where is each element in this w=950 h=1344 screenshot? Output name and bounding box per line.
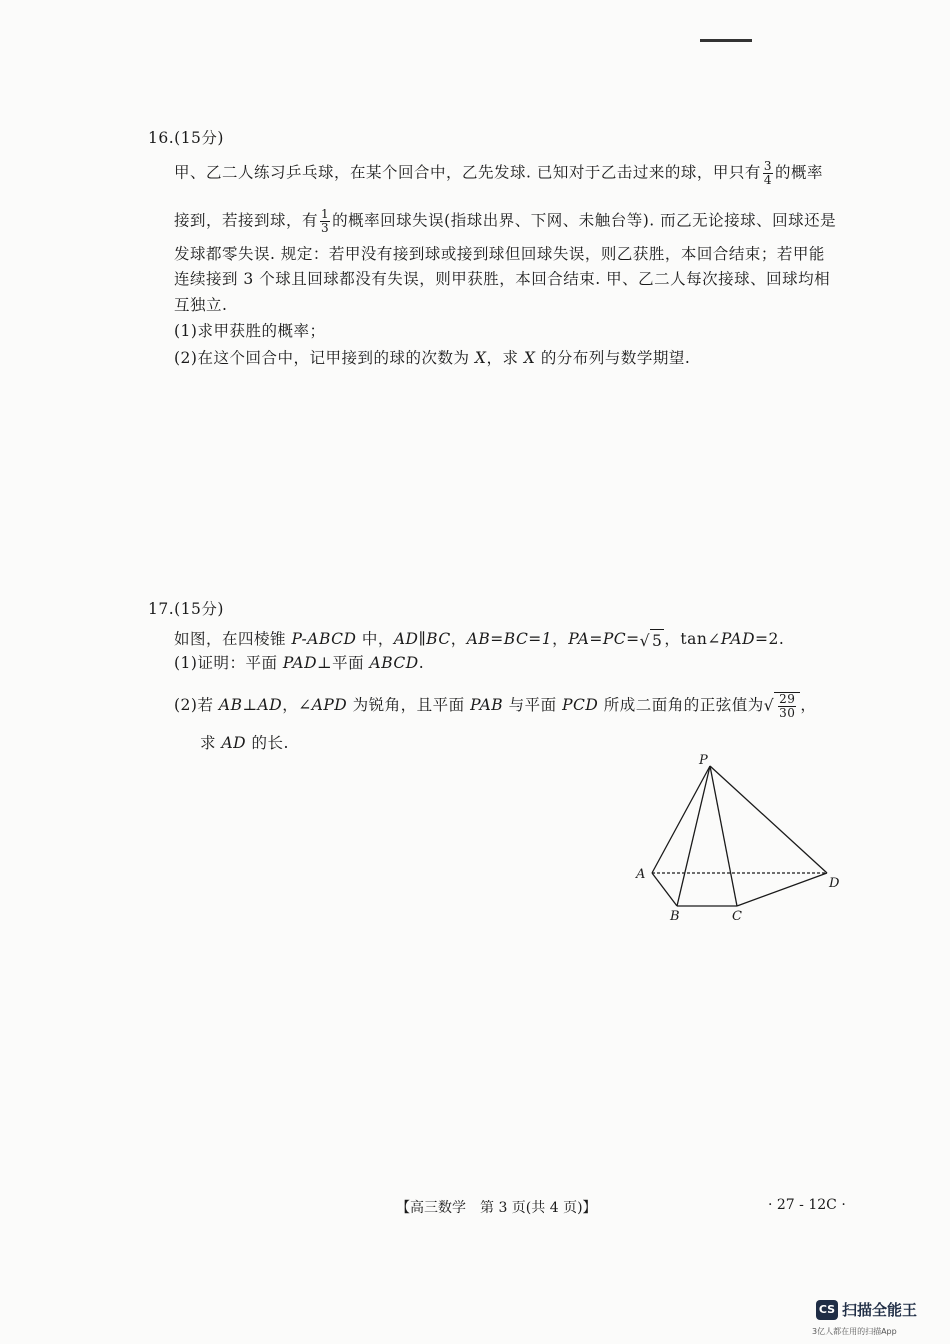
fraction-one-third: $\frac{1}{3}$ (321, 207, 330, 235)
scanner-watermark (816, 1299, 917, 1320)
question-17-number: 17.(15分) (148, 600, 224, 618)
question-16-part-1: (1)求甲获胜的概率； (174, 322, 326, 340)
sqrt-fraction-29-30: √ $\frac{29}{30}$ (764, 692, 801, 720)
fraction-three-quarters: $\frac{3}{4}$ (763, 159, 772, 187)
edge-PA (652, 766, 710, 873)
question-17-intro: 如图，在四棱锥 P-ABCD 中，AD∥BC，AB=BC=1，PA=PC=√ 5 ，tan∠PAD=2. (174, 630, 785, 650)
sqrt-five: √ 5 (640, 629, 665, 652)
question-16-part-2: (2)在这个回合中，记甲接到的球的次数为 X，求 X 的分布列与数学期望. (174, 349, 691, 367)
question-16-line-2: 接到，若接到球，有 $\frac{1}{3}$ 的概率回球失误(指球出界、下网、未触台等). 而乙无论接球、回球还是 (174, 207, 837, 235)
label-C: C (732, 909, 742, 924)
question-17-part-2: (2)若 AB⊥AD，∠APD 为锐角，且平面 PAB 与平面 PCD 所成二面角的正弦值为√ $\frac{29}{30}$ ， (174, 692, 817, 720)
label-D: D (829, 876, 840, 891)
question-16-number: 16.(15分) (148, 129, 224, 147)
page-footer-center: 【高三数学 第 3 页(共 4 页)】 (396, 1200, 597, 1216)
question-17-part-1: (1)证明：平面 PAD⊥平面 ABCD. (174, 654, 425, 672)
question-16-line-5: 互独立. (174, 296, 228, 314)
page-footer-code: · 27 - 12C · (768, 1197, 846, 1213)
label-P: P (699, 753, 708, 768)
edge-PB (677, 766, 710, 906)
pyramid-figure (630, 748, 850, 928)
label-B: B (670, 909, 680, 924)
edge-AB (652, 873, 677, 906)
scan-artifact (700, 39, 752, 42)
question-16-line-3: 发球都零失误. 规定：若甲没有接到球或接到球但回球失误，则乙获胜，本回合结束；若甲能 (174, 245, 825, 263)
question-17-last-line: 求 AD 的长. (200, 734, 289, 752)
question-16-line-1: 甲、乙二人练习乒乓球，在某个回合中，乙先发球. 已知对于乙击过来的球，甲只有 $\frac{3}{4}$ 的概率 (174, 159, 824, 187)
scanner-tagline: 3亿人都在用的扫描App (812, 1327, 897, 1336)
question-16-line-4: 连续接到 3 个球且回球都没有失误，则甲获胜，本回合结束. 甲、乙二人每次接球、回球均相 (174, 270, 831, 288)
scanner-name: 扫描全能王 (842, 1301, 918, 1319)
label-A: A (636, 867, 646, 882)
edge-CD (737, 873, 827, 906)
scanner-logo-icon: CS (816, 1300, 838, 1320)
